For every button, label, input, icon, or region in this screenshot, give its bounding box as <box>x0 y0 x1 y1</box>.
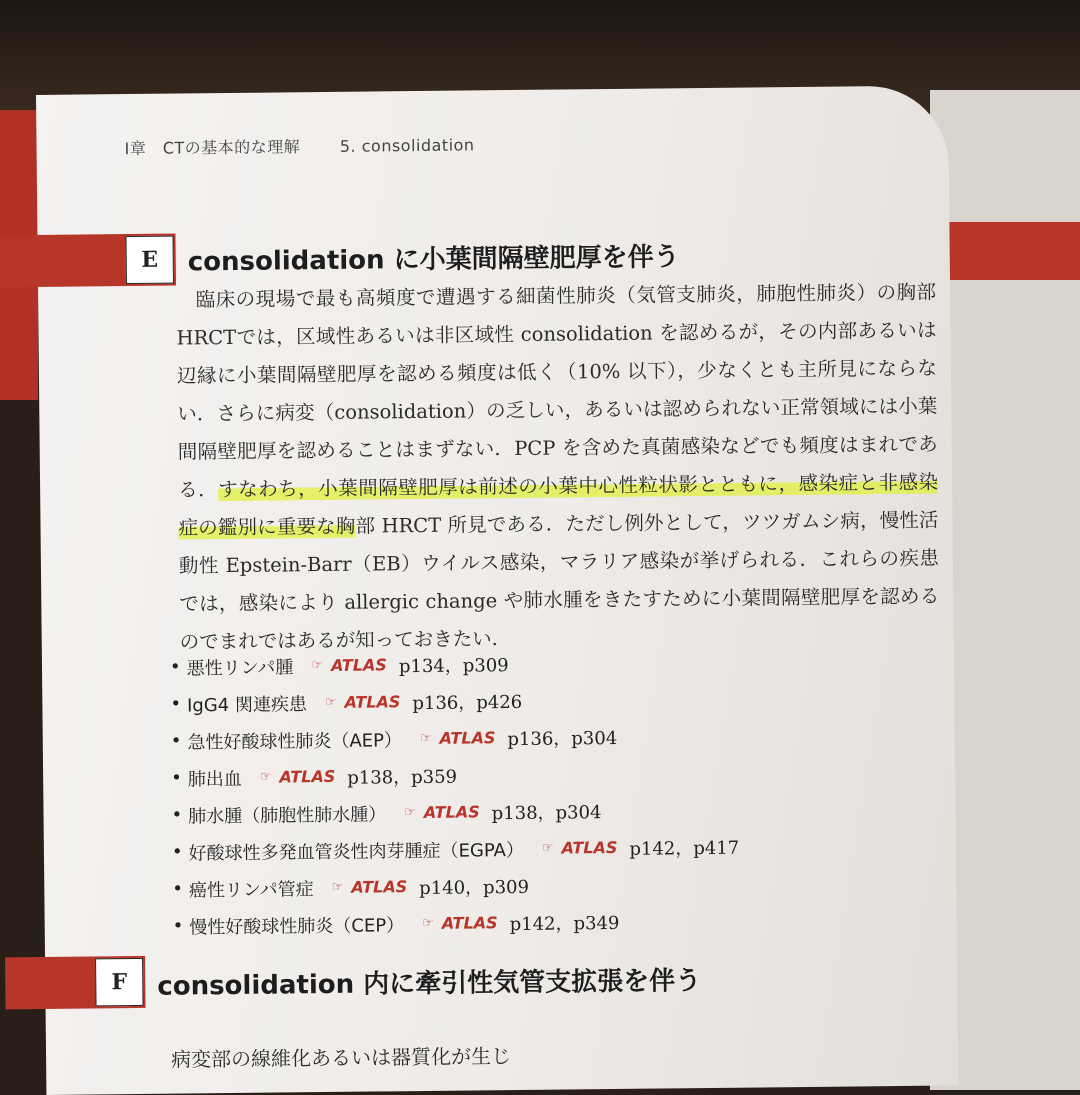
list-item: • 癌性リンパ管症 ☞ ATLAS p140，p309 <box>172 863 892 908</box>
atlas-tag: ATLAS <box>351 877 408 897</box>
atlas-tag: ATLAS <box>423 802 480 822</box>
disease-name: 好酸球性多発血管炎性肉芽腫症（EGPA） <box>188 839 525 864</box>
paragraph-text-part2: 部 HRCT 所見である．ただし例外として，ツツガムシ病，慢性活動性 Epstein-Barr（EB）ウイルス感染，マラリア感染が挙げられる．これらの疾患では，感染により allergic change や肺水腫をきたすために小葉間隔壁肥厚を認めるのでまれではあるが知っておきたい． <box>178 508 940 654</box>
page-refs: p134，p309 <box>398 654 509 677</box>
page-refs: p138，p359 <box>347 766 458 789</box>
pointing-hand-icon: ☞ <box>422 915 434 932</box>
section-e-title: consolidation に小葉間隔壁肥厚を伴う <box>187 242 680 278</box>
disease-name: 癌性リンパ管症 <box>188 878 314 901</box>
highlighted-text: すなわち，小葉間隔壁肥厚は前述の小葉中心性粒状影とともに，感染症と非感染症の鑑別に重要な胸 <box>178 470 939 540</box>
pointing-hand-icon: ☞ <box>259 769 272 785</box>
running-head-section: 5. consolidation <box>339 135 475 156</box>
atlas-tag: ATLAS <box>439 728 496 748</box>
list-item: • 急性好酸球性肺炎（AEP） ☞ ATLAS p136，p304 <box>171 715 891 760</box>
pointing-hand-icon: ☞ <box>311 658 324 674</box>
atlas-tag: ATLAS <box>344 692 401 712</box>
section-f-letter: F <box>95 958 144 1007</box>
section-e-paragraph <box>176 274 940 662</box>
page-refs: p136，p304 <box>507 727 618 750</box>
paragraph-text-part1: 臨床の現場で最も高頻度で遭遇する細菌性肺炎（気管支肺炎，肺胞性肺炎）の胸部HRCTでは，区域性あるいは非区域性 consolidation を認めるが，その内部あるいは辺縁に小葉間隔壁肥厚を認める頻度は低く（10% 以下），少なくとも主所見にならない．さらに病変（consolidation）の乏しい，あるいは認められない正常領域には小葉間隔壁肥厚を認めることはまずない．PCP を含めた真菌感染などでも頻度はまれである． <box>176 280 938 502</box>
page-refs: p142，p349 <box>509 912 620 935</box>
section-f-title: consolidation 内に牽引性気管支拡張を伴う <box>157 966 702 1002</box>
atlas-tag: ATLAS <box>561 837 618 858</box>
list-item: • 好酸球性多発血管炎性肉芽腫症（EGPA） ☞ ATLAS p142，p417 <box>172 826 892 871</box>
atlas-tag: ATLAS <box>330 655 387 675</box>
disease-name: IgG4 関連疾患 <box>186 693 307 716</box>
pointing-hand-icon: ☞ <box>404 805 416 821</box>
page-refs: p142，p417 <box>629 837 740 860</box>
disease-name: 肺水腫（肺胞性肺水腫） <box>188 803 387 827</box>
disease-name: 急性好酸球性肺炎（AEP） <box>187 729 403 753</box>
list-item: • 肺出血 ☞ ATLAS p138，p359 <box>171 752 891 797</box>
pointing-hand-icon: ☞ <box>324 694 337 711</box>
page-refs: p136，p426 <box>412 691 523 714</box>
page-refs: p140，p309 <box>419 876 530 899</box>
pointing-hand-icon: ☞ <box>541 840 554 856</box>
facing-page-red-band <box>945 222 1080 280</box>
list-item: • 慢性好酸球性肺炎（CEP） ☞ ATLAS p142，p349 <box>173 900 893 945</box>
pointing-hand-icon: ☞ <box>419 730 432 747</box>
atlas-reference-list <box>170 641 893 945</box>
pointing-hand-icon: ☞ <box>331 879 344 895</box>
section-e-letter: E <box>125 236 174 285</box>
atlas-tag: ATLAS <box>279 766 336 787</box>
running-head <box>124 132 508 159</box>
book-page <box>36 85 958 1094</box>
list-item: • 悪性リンパ腫 ☞ ATLAS p134，p309 <box>170 641 890 686</box>
section-f-first-line: 病変部の線維化あるいは器質化が生じ <box>170 1044 512 1072</box>
atlas-tag: ATLAS <box>441 913 498 933</box>
disease-name: 悪性リンパ腫 <box>186 656 294 679</box>
disease-name: 肺出血 <box>187 768 242 790</box>
page-refs: p138，p304 <box>491 801 602 824</box>
disease-name: 慢性好酸球性肺炎（CEP） <box>189 914 405 938</box>
running-head-chapter: Ⅰ章 CTの基本的な理解 <box>124 137 301 159</box>
list-item: • 肺水腫（肺胞性肺水腫） ☞ ATLAS p138，p304 <box>171 789 891 834</box>
list-item: • IgG4 関連疾患 ☞ ATLAS p136，p426 <box>170 678 890 723</box>
